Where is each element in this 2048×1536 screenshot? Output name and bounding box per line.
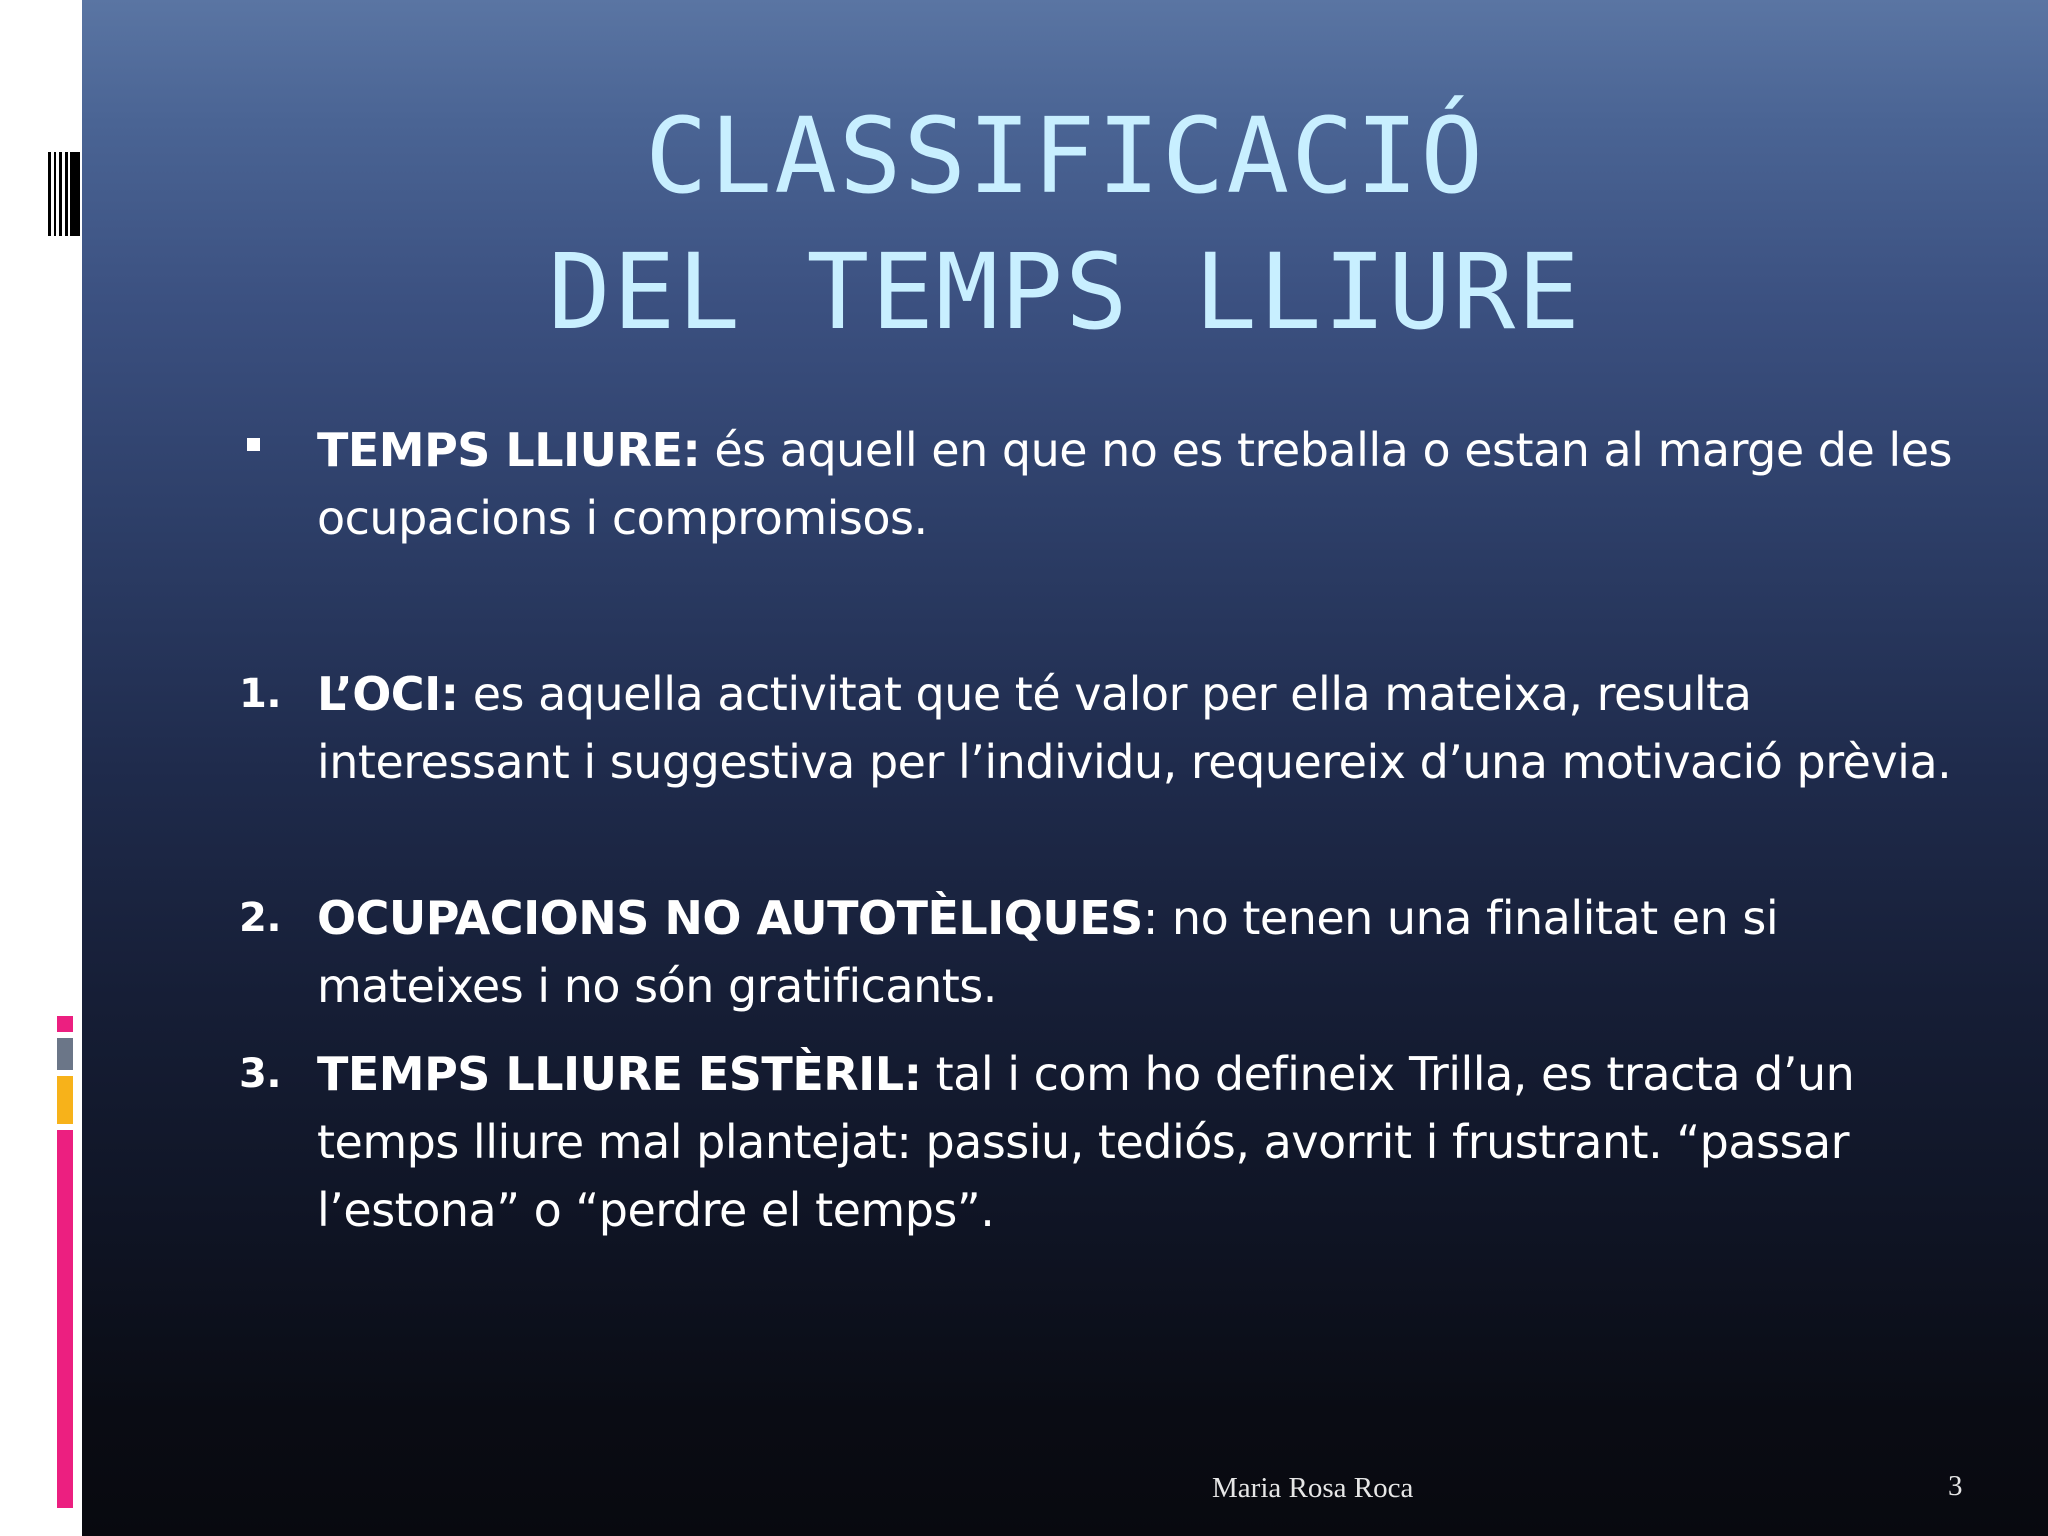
list-item: [239, 884, 1997, 1020]
title-line-1: CLASSIFICACIÓ: [645, 95, 1485, 217]
title-line-2: DEL TEMPS LLIURE: [548, 231, 1582, 353]
item-text: tal i com ho defineix Trilla, es tracta d’un temps lliure mal plantejat: passiu, tediós, avorrit i frustrant. “passar l’estona” o “perdre el temps”.: [317, 1047, 1855, 1237]
slide-content-area: [82, 0, 2048, 1536]
item-text: es aquella activitat que té valor per ella mateixa, resulta interessant i suggestiva per l’individu, requereix d’una motivació prèvia.: [317, 667, 1952, 789]
list-number: 1.: [239, 671, 282, 717]
item-term: OCUPACIONS NO AUTOTÈLIQUES: [317, 891, 1143, 945]
deco-block-pink-tall: [57, 1130, 73, 1508]
definition-term: TEMPS LLIURE:: [317, 423, 701, 477]
list-item: [239, 660, 1997, 796]
item-term: L’OCI:: [317, 667, 459, 721]
footer-author: Maria Rosa Roca: [1212, 1472, 1414, 1504]
deco-block-orange: [57, 1076, 73, 1124]
definition-text: és aquell en que no es treballa o estan al marge de les ocupacions i compromisos.: [317, 423, 1952, 545]
list-number: 2.: [239, 895, 282, 941]
slide-title: [82, 88, 2048, 360]
page-number: 3: [1948, 1470, 1963, 1502]
list-number: 3.: [239, 1051, 282, 1097]
deco-block-gray: [57, 1038, 73, 1070]
definition-item: [317, 416, 1997, 552]
item-term: TEMPS LLIURE ESTÈRIL:: [317, 1047, 922, 1101]
item-text: : no tenen una finalitat en si mateixes i no són gratificants.: [317, 891, 1779, 1013]
deco-block-pink-small: [57, 1016, 73, 1032]
left-decoration-bar: [0, 0, 82, 1536]
barcode-lines-decoration: [48, 152, 80, 236]
square-bullet-icon: [247, 438, 260, 451]
list-item: [239, 1040, 1997, 1244]
